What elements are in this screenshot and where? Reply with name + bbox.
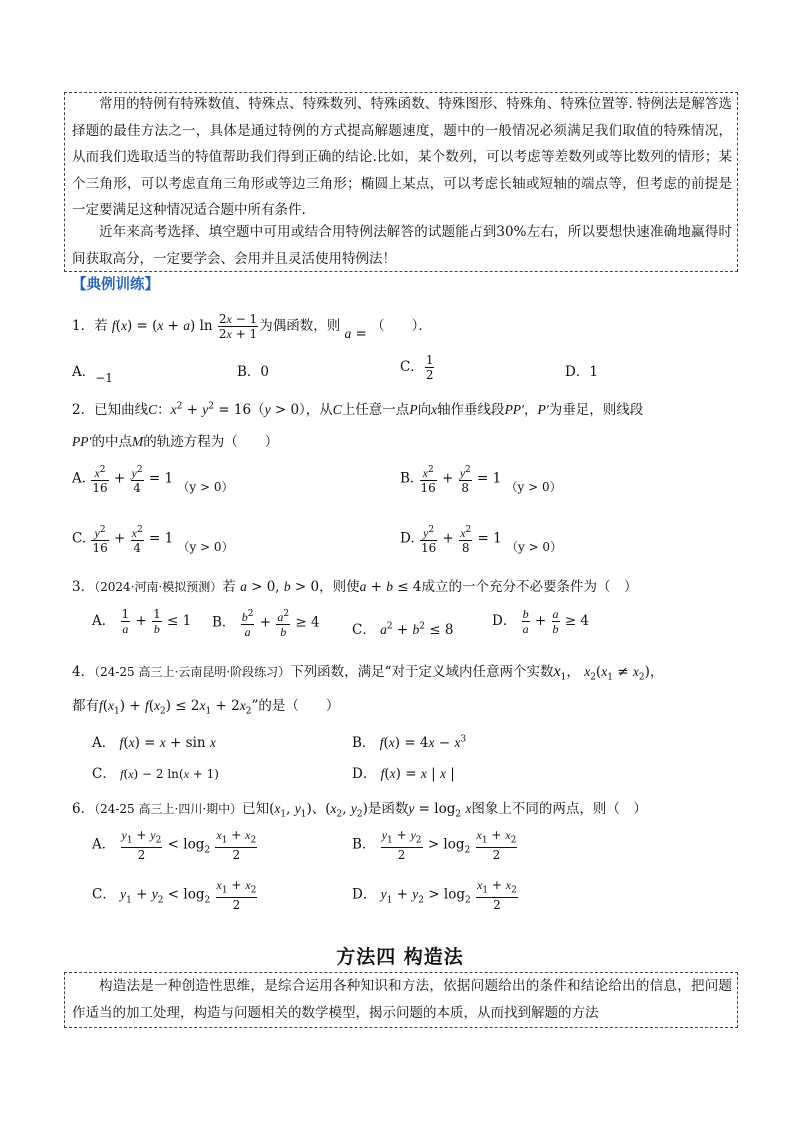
q2-option-a[interactable]: A. $\frac{x^2}{16}$ + $\frac{y^2}{4}$ = 1 （y > 0） <box>72 465 234 495</box>
q1-number: 1． <box>72 318 95 334</box>
intro-paragraph-1: 常用的特例有特殊数值、特殊点、特殊数列、特殊函数、特殊图形、特殊角、特殊位置等. 特例法是解答选择题的最佳方法之一，具体是通过特例的方式提高解题速度，题中的一般情况必须满足我们取值的特殊情况，从而我们选取适当的特值帮助我们得到正确的结论.比如，某个数列，可以考虑等差数列或等比数列的情形；某个三角形，可以考虑直角三角形或等边三角形；椭圆上某点，可以考虑长轴或短轴的端点等，但考虑的前提是一定要满足这种情况适合题中所有条件. <box>72 96 732 218</box>
section-heading: 【典例训练】 <box>72 277 159 293</box>
q1-text-mid: 为偶函数，则 <box>259 318 341 334</box>
q1-text-prefix: 若 <box>94 318 108 334</box>
q6-option-d[interactable]: D． $y_1 + y_2 > \log_2$ $\frac{x_1 + x_2}{2}$ <box>352 878 517 913</box>
q2-option-b[interactable]: B. $\frac{x^2}{16}$ + $\frac{y^2}{8}$ = 1 （y > 0） <box>400 465 562 495</box>
q4-option-d[interactable]: D． f(x) = x | x | <box>352 766 455 782</box>
q6-option-c[interactable]: C． $y_1 + y_2 < \log_2$ $\frac{x_1 + x_2}{2}$ <box>92 878 257 913</box>
question-6: 6．（24-25 高三上·四川·期中）已知($x_1$, $y_1$)、($x_2$, $y_2$)是函数$y = \log_2 x$图象上不同的两点，则（ ） <box>72 801 647 820</box>
question-1 <box>72 306 432 346</box>
question-4-line-1: 4．（24-25 高三上·云南昆明·阶段练习）下列函数，满足“对于定义域内任意两个实数$x_1$， $x_2(x_1 \ne x_2)$， <box>72 663 664 683</box>
q4-option-a[interactable]: A． f(x) = x + sin x <box>92 735 216 751</box>
question-4-line-2: 都有$f(x_1) + f(x_2) \le 2x_1 + 2x_2$”的是（ ） <box>72 698 340 717</box>
q3-option-d[interactable]: D． $\frac{b}{a}$ + $\frac{a}{b}$ ≥ 4 <box>492 607 590 636</box>
q4-option-c[interactable]: C． f(x) − 2 ln(x + 1) <box>92 766 219 782</box>
q2-option-d[interactable]: D. $\frac{y^2}{16}$ + $\frac{x^2}{8}$ = 1 （y > 0） <box>400 525 563 555</box>
method4-title: 方法四 构造法 <box>336 946 464 968</box>
q3-option-c[interactable]: C． $a^2 + b^2 \le 8$ <box>352 621 454 638</box>
method4-paragraph: 构造法是一种创造性思维，是综合运用各种知识和方法，依据问题给出的条件和结论给出的信息，把问题作适当的加工处理，构造与问题相关的数学模型，揭示问题的本质，从而找到解题的方法 <box>72 978 732 1021</box>
q1-formula: f(x) = (x + a) ln $\frac{2x - 1}{2x + 1}$ <box>111 312 258 341</box>
question-2-line-1: 2．已知曲线C：$x^2 + y^2 = 16(y > 0)$，从C上任意一点P向x轴作垂线段PP′，P′为垂足，则线段 <box>72 401 644 418</box>
q1-text-suffix: （ ）． <box>371 318 432 334</box>
q6-option-b[interactable]: B． $\frac{y_1 + y_2}{2}$ > $\log_2$ $\frac{x_1 + x_2}{2}$ <box>352 828 517 863</box>
intro-paragraph-2: 近年来高考选择、填空题中可用或结合用特例法解答的试题能占到30%左右，所以要想快速准确地赢得时间获取高分，一定要学会、会用并且灵活使用特例法！ <box>72 224 732 267</box>
q3-option-a[interactable]: A． $\frac{1}{a}$ + $\frac{1}{b}$ ≤ 1 <box>92 607 192 636</box>
q1-var-a: a = <box>344 326 367 342</box>
q1-option-d[interactable]: D．1 <box>565 364 598 380</box>
q1-option-b[interactable]: B．0 <box>237 364 270 380</box>
q4-option-b[interactable]: B． $f(x) = 4x - x^3$ <box>352 734 467 751</box>
question-3: 3．（2024·河南·模拟预测）若 a > 0, b > 0，则使a + b ≤ 4成立的一个充分不必要条件为（ ） <box>72 579 638 595</box>
q2-option-c[interactable]: C. $\frac{y^2}{16}$ + $\frac{x^2}{4}$ = 1 （y > 0） <box>72 525 234 555</box>
question-2-line-2: PP′的中点M的轨迹方程为（ ） <box>72 434 279 450</box>
q1-option-c[interactable]: C． $\frac{1}{2}$ <box>400 353 434 382</box>
q6-option-a[interactable]: A． $\frac{y_1 + y_2}{2}$ < $\log_2$ $\frac{x_1 + x_2}{2}$ <box>92 828 257 863</box>
q1-option-a[interactable]: A．−1 <box>72 364 113 385</box>
q3-option-b[interactable]: B． $\frac{b^2}{a}$ + $\frac{a^2}{b}$ ≥ 4 <box>212 609 320 639</box>
